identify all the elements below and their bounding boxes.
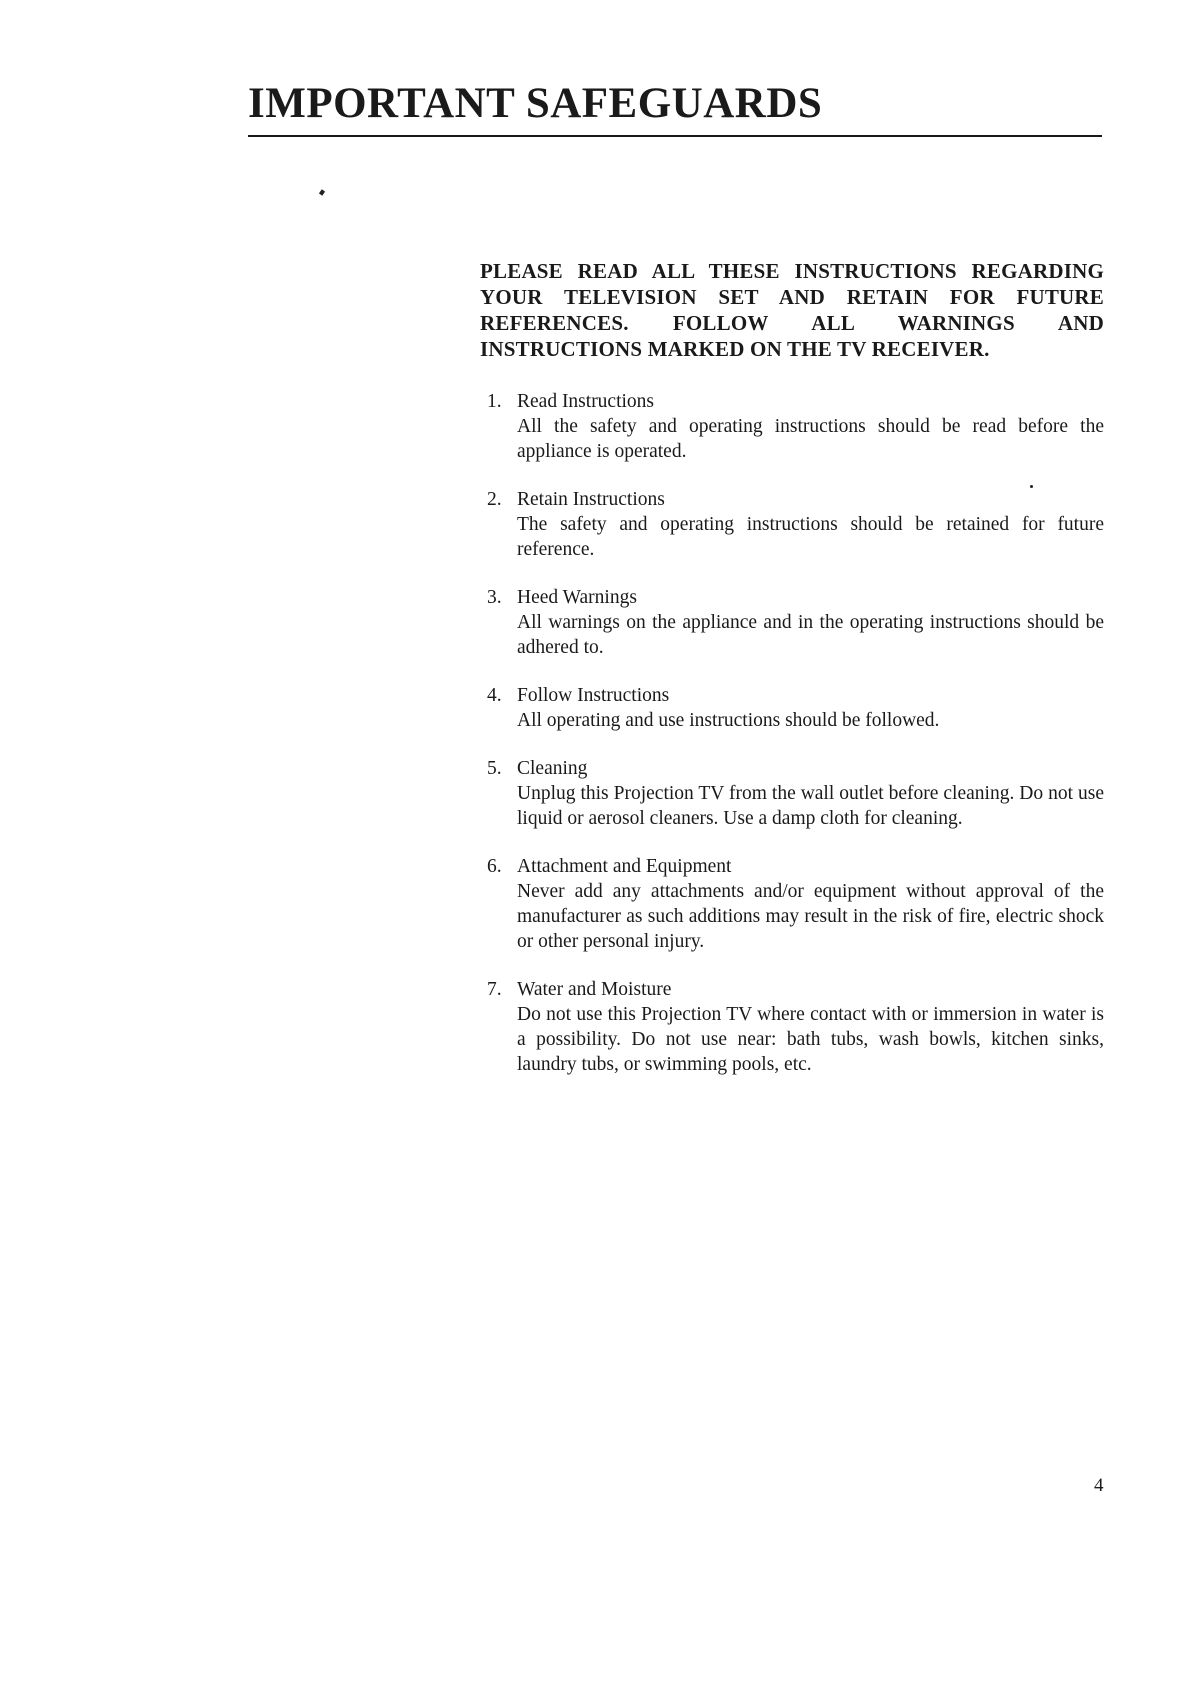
list-item [480,683,1104,733]
item-body: All the safety and operating instructions should be read before the appliance is operated. [517,416,1104,462]
item-body: Do not use this Projection TV where contact with or immersion in water is a possibility. Do not use near: bath tubs, wash bowls, kitchen sinks, laundry tubs, or swimming pools, etc. [517,1004,1104,1075]
item-heading: Water and Moisture [517,979,672,1000]
item-heading: Attachment and Equipment [517,856,732,877]
item-number: 3. [487,587,502,608]
item-heading: Read Instructions [517,391,655,412]
page-number: 4 [1094,1475,1104,1496]
list-item [480,487,1104,562]
item-heading: Heed Warnings [517,587,637,608]
intro-notice: PLEASE READ ALL THESE INSTRUCTIONS REGARDING YOUR TELEVISION SET AND RETAIN FOR FUTURE REFERENCES. FOLLOW ALL WARNINGS AND INSTRUCTIONS MARKED ON THE TV RECEIVER. [480,259,1104,361]
item-number: 1. [487,391,502,412]
list-item [480,756,1104,831]
item-body: All warnings on the appliance and in the operating instructions should be adhered to. [517,612,1104,658]
safeguards-list [480,389,1104,1077]
title-underline [248,135,1102,137]
safeguards-content [480,258,1104,1100]
list-item [480,389,1104,464]
item-number: 4. [487,685,502,706]
item-body: Unplug this Projection TV from the wall outlet before cleaning. Do not use liquid or aerosol cleaners. Use a damp cloth for cleaning. [517,783,1104,829]
scan-speck [319,189,325,195]
item-body: Never add any attachments and/or equipment without approval of the manufacturer as such additions may result in the risk of fire, electric shock or other personal injury. [517,881,1104,952]
page-title: IMPORTANT SAFEGUARDS [248,80,823,127]
list-item [480,854,1104,954]
item-number: 6. [487,856,502,877]
item-heading: Follow Instructions [517,685,670,706]
list-item [480,585,1104,660]
item-number: 7. [487,979,502,1000]
list-item [480,977,1104,1077]
item-heading: Retain Instructions [517,489,665,510]
item-number: 2. [487,489,502,510]
item-body: The safety and operating instructions should be retained for future reference. [517,514,1104,560]
item-body: All operating and use instructions should be followed. [517,710,940,731]
item-heading: Cleaning [517,758,588,779]
item-number: 5. [487,758,502,779]
